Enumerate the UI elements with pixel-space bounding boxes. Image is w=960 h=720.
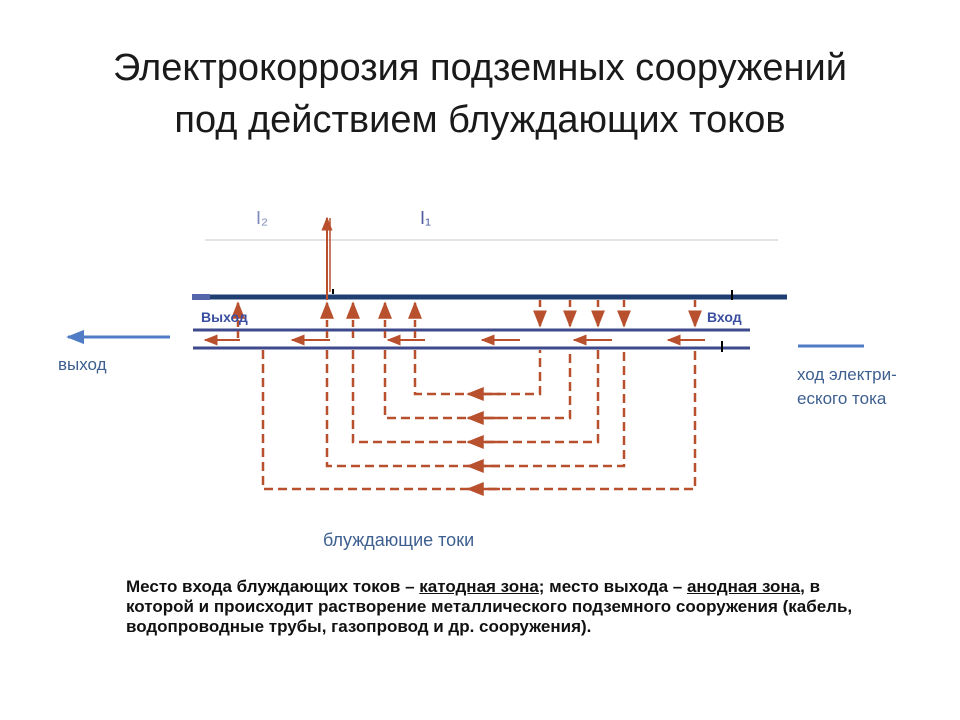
- stray-currents-label: блуждающие токи: [323, 530, 475, 550]
- note-part-1: Место входа блуждающих токов –: [126, 577, 420, 596]
- loop-1: [415, 350, 540, 394]
- current-label-left: I₂: [256, 208, 268, 228]
- entry-label: [797, 363, 897, 411]
- note-part-2: ; место выхода –: [538, 577, 687, 596]
- rail-end-marker: [192, 294, 210, 300]
- cathode-zone-term: катодная зона: [419, 577, 539, 596]
- loop-3: [353, 350, 598, 442]
- exit-zone-label: Выход: [201, 309, 248, 325]
- loop-2: [385, 350, 570, 418]
- loop-arrows: [468, 394, 500, 489]
- anode-zone-term: анодная зона: [686, 577, 801, 596]
- entry-zone-label: Вход: [707, 309, 742, 325]
- exit-arrows: [238, 303, 415, 338]
- current-label-right: I₁: [420, 208, 432, 228]
- stray-current-loops: [263, 350, 695, 489]
- entry-label-line-2: еского тока: [797, 389, 887, 408]
- entry-label-line-1: ход электри-: [797, 365, 897, 384]
- exit-label: выход: [58, 355, 107, 374]
- explanation-text: [126, 577, 886, 637]
- loop-4: [327, 350, 624, 466]
- title-line-2: под действием блуждающих токов: [174, 99, 786, 141]
- entry-arrows: [540, 300, 695, 326]
- note-part-3: , в которой и происходит растворение металлического подземного сооружения (кабель, водопроводные трубы, газопровод и др. сооружения).: [126, 577, 853, 636]
- title-line-1: Электрокоррозия подземных сооружений: [112, 47, 847, 89]
